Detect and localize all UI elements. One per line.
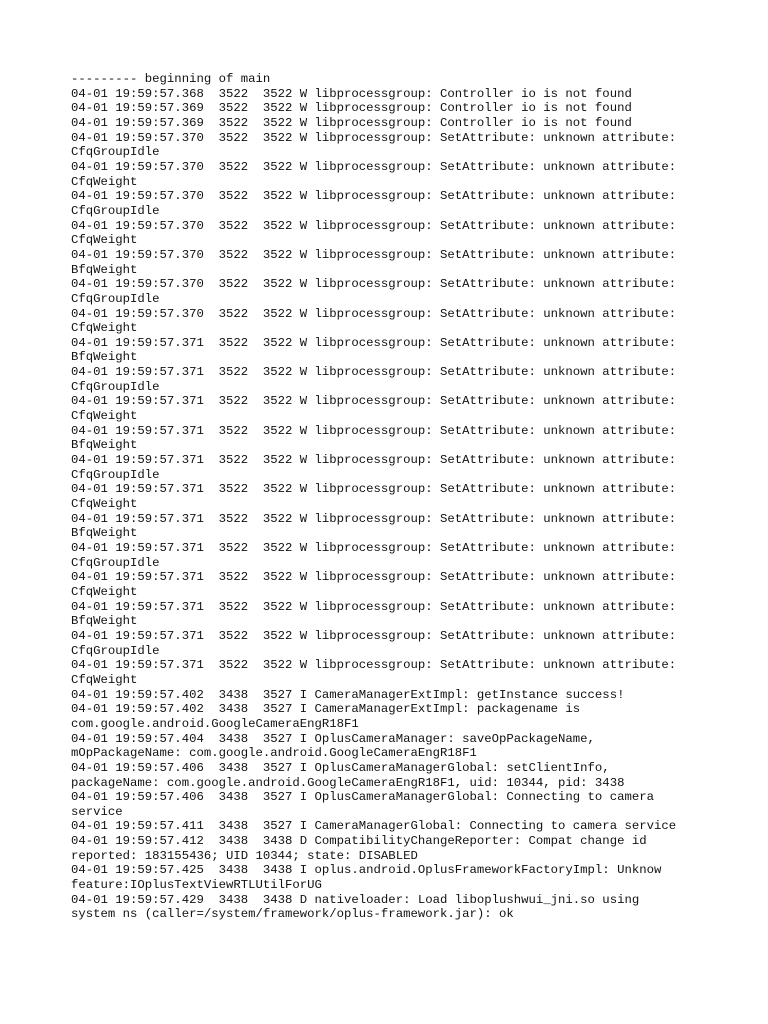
log-line: 04-01 19:59:57.412 3438 3438 D CompatibilityChangeReporter: Compat change id — [71, 834, 647, 849]
log-line: CfqGroupIdle — [71, 467, 160, 482]
log-line: BfqWeight — [71, 350, 138, 365]
log-line: 04-01 19:59:57.368 3522 3522 W libprocessgroup: Controller io is not found — [71, 86, 632, 101]
log-line: 04-01 19:59:57.370 3522 3522 W libprocessgroup: SetAttribute: unknown attribute: — [71, 159, 677, 174]
log-line: 04-01 19:59:57.371 3522 3522 W libprocessgroup: SetAttribute: unknown attribute: — [71, 394, 677, 409]
log-line: 04-01 19:59:57.371 3522 3522 W libprocessgroup: SetAttribute: unknown attribute: — [71, 482, 677, 497]
log-line: 04-01 19:59:57.370 3522 3522 W libprocessgroup: SetAttribute: unknown attribute: — [71, 247, 677, 262]
log-line: CfqWeight — [71, 233, 138, 248]
log-line: system ns (caller=/system/framework/oplus-framework.jar): ok — [71, 907, 514, 922]
log-line: reported: 183155436; UID 10344; state: DISABLED — [71, 848, 418, 863]
log-line: service — [71, 804, 123, 819]
log-line: BfqWeight — [71, 614, 138, 629]
log-line: 04-01 19:59:57.371 3522 3522 W libprocessgroup: SetAttribute: unknown attribute: — [71, 599, 677, 614]
log-line: 04-01 19:59:57.369 3522 3522 W libprocessgroup: Controller io is not found — [71, 101, 632, 116]
log-line: 04-01 19:59:57.371 3522 3522 W libprocessgroup: SetAttribute: unknown attribute: — [71, 365, 677, 380]
log-line: 04-01 19:59:57.370 3522 3522 W libprocessgroup: SetAttribute: unknown attribute: — [71, 277, 677, 292]
log-line: 04-01 19:59:57.370 3522 3522 W libprocessgroup: SetAttribute: unknown attribute: — [71, 218, 677, 233]
log-line: 04-01 19:59:57.429 3438 3438 D nativeloader: Load liboplushwui_jni.so using — [71, 892, 640, 907]
log-line: CfqGroupIdle — [71, 555, 160, 570]
log-line: 04-01 19:59:57.371 3522 3522 W libprocessgroup: SetAttribute: unknown attribute: — [71, 423, 677, 438]
log-text — [71, 72, 761, 922]
log-line: CfqGroupIdle — [71, 643, 160, 658]
log-line: 04-01 19:59:57.370 3522 3522 W libprocessgroup: SetAttribute: unknown attribute: — [71, 130, 677, 145]
log-line: CfqWeight — [71, 497, 138, 512]
log-line: CfqWeight — [71, 584, 138, 599]
log-line: 04-01 19:59:57.371 3522 3522 W libprocessgroup: SetAttribute: unknown attribute: — [71, 658, 677, 673]
log-line: --------- beginning of main — [71, 72, 271, 86]
log-line: 04-01 19:59:57.371 3522 3522 W libprocessgroup: SetAttribute: unknown attribute: — [71, 453, 677, 468]
log-line: 04-01 19:59:57.371 3522 3522 W libprocessgroup: SetAttribute: unknown attribute: — [71, 570, 677, 585]
log-line: com.google.android.GoogleCameraEngR18F1 — [71, 716, 359, 731]
log-line: 04-01 19:59:57.370 3522 3522 W libprocessgroup: SetAttribute: unknown attribute: — [71, 189, 677, 204]
log-line: 04-01 19:59:57.402 3438 3527 I CameraManagerExtImpl: packagename is — [71, 702, 581, 717]
log-line: BfqWeight — [71, 438, 138, 453]
log-line: 04-01 19:59:57.406 3438 3527 I OplusCameraManagerGlobal: setClientInfo, — [71, 760, 610, 775]
log-line: CfqGroupIdle — [71, 203, 160, 218]
log-line: 04-01 19:59:57.425 3438 3438 I oplus.android.OplusFrameworkFactoryImpl: Unknow — [71, 863, 662, 878]
log-line: CfqGroupIdle — [71, 379, 160, 394]
log-line: CfqWeight — [71, 672, 138, 687]
log-line: 04-01 19:59:57.371 3522 3522 W libprocessgroup: SetAttribute: unknown attribute: — [71, 335, 677, 350]
log-line: BfqWeight — [71, 262, 138, 277]
log-line: CfqGroupIdle — [71, 145, 160, 160]
log-line: packageName: com.google.android.GoogleCameraEngR18F1, uid: 10344, pid: 3438 — [71, 775, 625, 790]
log-line: feature:IOplusTextViewRTLUtilForUG — [71, 878, 322, 893]
log-line: CfqWeight — [71, 174, 138, 189]
log-line: 04-01 19:59:57.370 3522 3522 W libprocessgroup: SetAttribute: unknown attribute: — [71, 306, 677, 321]
log-line: 04-01 19:59:57.371 3522 3522 W libprocessgroup: SetAttribute: unknown attribute: — [71, 511, 677, 526]
log-line: mOpPackageName: com.google.android.GoogleCameraEngR18F1 — [71, 746, 477, 761]
log-line: 04-01 19:59:57.402 3438 3527 I CameraManagerExtImpl: getInstance success! — [71, 687, 625, 702]
log-line: CfqWeight — [71, 321, 138, 336]
log-line: CfqGroupIdle — [71, 291, 160, 306]
log-line: 04-01 19:59:57.369 3522 3522 W libprocessgroup: Controller io is not found — [71, 115, 632, 130]
log-line: 04-01 19:59:57.404 3438 3527 I OplusCameraManager: saveOpPackageName, — [71, 731, 595, 746]
log-line: BfqWeight — [71, 526, 138, 541]
log-line: 04-01 19:59:57.371 3522 3522 W libprocessgroup: SetAttribute: unknown attribute: — [71, 541, 677, 555]
log-line: 04-01 19:59:57.371 3522 3522 W libprocessgroup: SetAttribute: unknown attribute: — [71, 628, 677, 643]
log-line: CfqWeight — [71, 409, 138, 424]
log-line: 04-01 19:59:57.411 3438 3527 I CameraManagerGlobal: Connecting to camera service — [71, 819, 677, 834]
log-line: 04-01 19:59:57.406 3438 3527 I OplusCameraManagerGlobal: Connecting to camera — [71, 790, 654, 805]
